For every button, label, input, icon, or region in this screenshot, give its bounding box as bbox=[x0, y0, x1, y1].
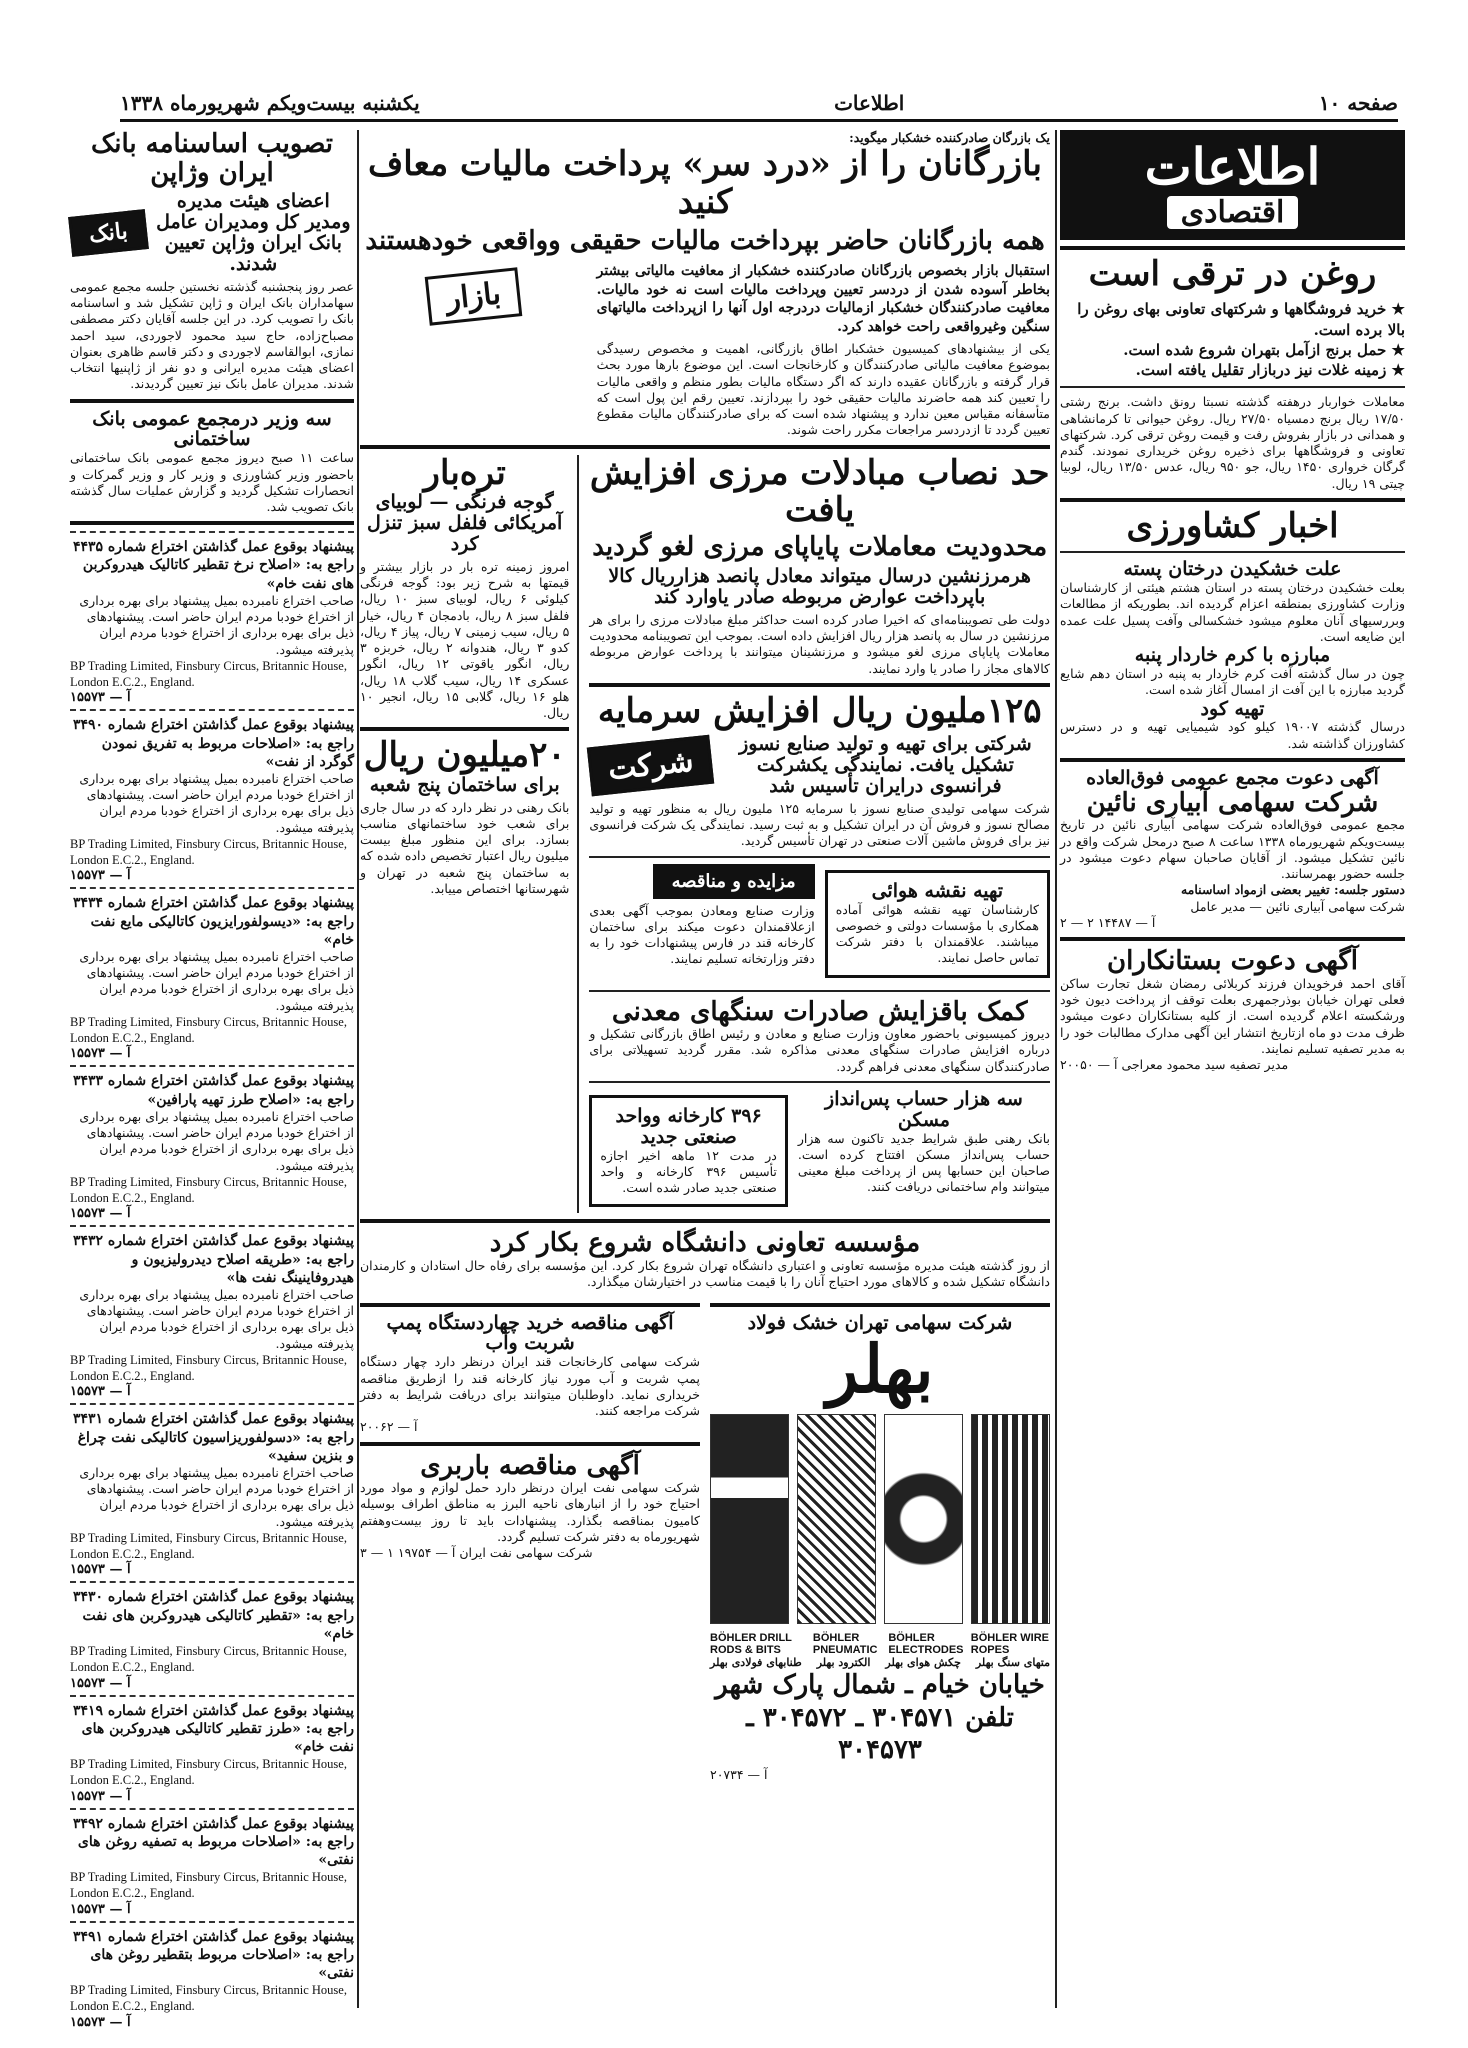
left-column bbox=[70, 129, 354, 2030]
mining-headline: کمک باقزایش صادرات سنگهای معدنی bbox=[611, 996, 1028, 1027]
column-divider bbox=[357, 130, 359, 2008]
pneumatic-image bbox=[884, 1414, 963, 1624]
patent-code: آ — ۱۵۵۷۳ bbox=[70, 1675, 131, 1691]
freight-ad-signature: شرکت سهامی نفت ایران bbox=[459, 1545, 593, 1561]
agri-body-pistachio: بعلت خشکیدن درختان پسته در استان هشتم هیئتی از کارشناسان وزارت کشاورزی بمنطقه اعزام گردیده اند. بطوریکه از مطالعات وبررسیهای آنان معلوم میشود خشکسالی وآفت پسیل علت عمده این ضایعه است. bbox=[1060, 580, 1405, 644]
patent-company: BP Trading Limited, Finsbury Circus, Britannic House, London E.C.2., England. bbox=[70, 1870, 347, 1901]
patent-title: پیشنهاد بوقوع عمل گذاشتن اختراع شماره ۳۴۹۱ راجع به: «اصلاحات مربوط بتقطیر روغن های نفتی» bbox=[72, 1928, 354, 1982]
bank-20m-subheadline: برای ساختمان پنج شعبه bbox=[369, 773, 560, 796]
bohler-product-images bbox=[710, 1414, 1050, 1624]
patent-company: BP Trading Limited, Finsbury Circus, Britannic House, London E.C.2., England. bbox=[70, 1644, 347, 1675]
bohler-brand-fa: طنابهای فولادی بهلر bbox=[710, 1656, 802, 1669]
produce-body: امروز زمینه تره بار در بازار بیشتر و قیمتها به شرح زیر بود: گوجه فرنگی کیلوئی ۶ ریال، لوبیای سبز ۱۰ ریال، فلفل سبز ۸ ریال، بادمجان ۴ ریال، خیار ۵ ریال، سیب زمینی ۷ ریال، پیاز ۴ ریال، کدو ۳ ریال، هندوانه ۲ ریال، خربزه ۳ ریال، انگور یاقوتی ۱۲ ریال، انگور عسکری ۱۴ ریال، سیب گلاب ۱۸ ریال، هلو ۱۶ ریال، گلابی ۱۵ ریال، انجیر ۱۰ ریال. bbox=[360, 558, 570, 720]
patent-text: صاحب اختراع نامبرده بمیل پیشنهاد برای بهره برداری از اختراع خودبا مردم ایران حاضر است. پیشنهادهای ذیل برای بهره برداری از اختراع خودبا مردم ایران پذیرفته میشود. bbox=[79, 770, 354, 835]
masthead-logo bbox=[1060, 130, 1405, 240]
patent-title: پیشنهاد بوقوع عمل گذاشتن اختراع شماره ۳۴۳۲ راجع به: «طریقه اصلاح دیدرولیزیون و هیدروفاینینگ نفت ها» bbox=[72, 1233, 354, 1286]
wire-ropes-image bbox=[710, 1414, 789, 1624]
patent-code: آ — ۱۵۵۷۳ bbox=[70, 1562, 131, 1578]
pump-ad-code: آ — ۲۰۰۶۲ bbox=[360, 1419, 418, 1435]
aerial-map-ad-title: تهیه نقشه هوائی bbox=[871, 879, 1004, 902]
border-trade-deck: هرمرزنشین درسال میتواند معادل پانصد هزارریال کالا باپرداخت عوارض مربوطه صادر یاوارد کند bbox=[608, 565, 1031, 608]
savings-body: بانک رهنی طبق شرایط جدید تاکنون سه هزار حساب پس‌انداز مسکن افتتاح کرده است. صاحبان این حسابها پس از پرداخت مبلغ معینی میتوانند وام ساختمانی دریافت کنند. bbox=[797, 1130, 1050, 1195]
freight-ad-title: آگهی مناقصه باربری bbox=[420, 1450, 640, 1481]
bank-logo: بانک bbox=[68, 209, 148, 257]
capital-headline: ۱۲۵ملیون ریال افزایش سرمایه bbox=[597, 690, 1042, 731]
border-trade-headline: حد نصاب مبادلات مرزی افزایش یافت bbox=[589, 452, 1050, 531]
patent-company: BP Trading Limited, Finsbury Circus, Britannic House, London E.C.2., England. bbox=[70, 1983, 347, 2014]
patent-text: صاحب اختراع نامبرده بمیل پیشنهاد برای بهره برداری از اختراع خودبا مردم ایران حاضر است. پیشنهادهای ذیل برای بهره برداری از اختراع خودبا مردم ایران پذیرفته میشود. bbox=[79, 1286, 354, 1351]
patent-code: آ — ۱۵۵۷۳ bbox=[70, 1384, 131, 1400]
agri-body-fertilizer: درسال گذشته ۱۹۰۰۷ کیلو کود شیمیایی تهیه و در دسترس کشاورزان گذاشته شد. bbox=[1060, 719, 1405, 751]
bohler-brand: BÖHLER WIRE ROPES bbox=[970, 1632, 1050, 1656]
mining-body: دیروز کمیسیونی باحضور معاون وزارت صنایع و معادن و رئیس اطاق بازرگانی تشکیل و درباره افزایش صادرات سنگهای معدنی مذاکره شد. مقرر گردید تسهیلاتی برای صادرکنندگان سنگهای معدنی فراهم گردد. bbox=[589, 1026, 1050, 1074]
bohler-brand-fa: الکترود بهلر bbox=[816, 1656, 871, 1669]
patent-notice bbox=[70, 1225, 354, 1403]
patent-company: BP Trading Limited, Finsbury Circus, Britannic House, London E.C.2., England. bbox=[70, 1014, 347, 1046]
lead-block bbox=[360, 262, 1050, 439]
patent-company: BP Trading Limited, Finsbury Circus, Britannic House, London E.C.2., England. bbox=[70, 658, 347, 690]
creditors-ad-code: آ — ۲۰۰۵۰ bbox=[1060, 1057, 1118, 1073]
bohler-ad-company: شرکت سهامی تهران خشک فولاد bbox=[747, 1311, 1013, 1334]
nain-ad-title: شرکت سهامی آبیاری نائین bbox=[1086, 787, 1379, 818]
housing-bank-body: ساعت ۱۱ صبح دیروز مجمع عمومی بانک ساختمانی باحضور وزیر کشاورزی و وزیر کار و وزیر گمرکات و انحصارات تشکیل گردید و گزارش عملیات سال گذشته بانک تصویب شد. bbox=[70, 450, 354, 515]
patent-notice bbox=[70, 1065, 354, 1225]
oil-bullets bbox=[1060, 299, 1405, 380]
university-body: از روز گذشته هیئت مدیره مؤسسه تعاونی و اعتباری دانشگاه تهران شروع بکار کرد. این مؤسسه برای رفاه حال استادان و کارمندان دانشگاه تشکیل شده و کالاهای مورد احتیاج آنان را با قیمت مناسب در اختیارشان میگذارد. bbox=[360, 1258, 1050, 1290]
patent-title: پیشنهاد بوقوع عمل گذاشتن اختراع شماره ۳۴۱۹ راجع به: «طرز تقطیر کاتالیکی هیدروکربن های نفت خام» bbox=[72, 1702, 354, 1755]
lead-subheadline: همه بازرگانان حاضر بپرداخت مالیات حقیقی وواقعی خودهستند bbox=[365, 226, 1045, 257]
patent-code: آ — ۱۵۵۷۳ bbox=[70, 1206, 131, 1222]
aerial-map-ad-body: کارشناسان تهیه نقشه هوائی آماده همکاری با مؤسسات دولتی و خصوصی میباشند. علاقمندان با دفتر شرکت تماس حاصل نمایند. bbox=[835, 901, 1039, 966]
column-divider bbox=[1055, 130, 1057, 2008]
patent-notice bbox=[70, 1921, 354, 2034]
bohler-brand-row bbox=[710, 1632, 1050, 1656]
masthead-subtitle: اقتصادی bbox=[1167, 196, 1299, 229]
bohler-brand: BÖHLER DRILL RODS & BITS bbox=[710, 1632, 792, 1656]
freight-ad-code: آ — ۱۹۷۵۴ ۱ — ۳ bbox=[360, 1545, 456, 1561]
savings-headline: سه هزار حساب پس‌انداز مسکن bbox=[825, 1087, 1023, 1131]
nain-ad-code: آ — ۱۴۴۸۷ ۲ — ۲ bbox=[1060, 914, 1156, 930]
bohler-brand-fa: متهای سنگ بهلر bbox=[975, 1656, 1050, 1669]
patent-notice bbox=[70, 1581, 354, 1694]
patent-text: صاحب اختراع نامبرده بمیل پیشنهاد برای بهره برداری از اختراع خودبا مردم ایران حاضر است. پیشنهادهای ذیل برای بهره برداری از اختراع خودبا مردم ایران پذیرفته میشود. bbox=[79, 1464, 354, 1529]
patent-code: آ — ۱۵۵۷۳ bbox=[70, 1788, 131, 1804]
electrodes-image bbox=[797, 1414, 876, 1624]
agriculture-headline: اخبار کشاورزی bbox=[1126, 505, 1339, 546]
bank-20m-headline: ۲۰میلیون ریال bbox=[363, 735, 566, 776]
patent-title: پیشنهاد بوقوع عمل گذاشتن اختراع شماره ۳۴۹۲ راجع به: «اصلاحات مربوط به تصفیه روغن های نفتی» bbox=[72, 1815, 354, 1868]
agri-sub-pistachio: علت خشکیدن درختان پسته bbox=[1123, 558, 1342, 581]
patent-title: پیشنهاد بوقوع عمل گذاشتن اختراع شماره ۳۴۳۴ راجع به: «دیسولفورایزیون کاتالیکی مایع نفت خام» bbox=[72, 895, 354, 948]
agri-body-cotton: چون در سال گذشته آفت کرم خاردار به پنبه در استان دهم شایع گردید مبارزه با این آفت از امسال آغاز شده است. bbox=[1060, 666, 1405, 698]
nain-ad-agenda: دستور جلسه: تغییر بعضی ازمواد اساسنامه bbox=[1180, 882, 1405, 898]
patent-notice bbox=[70, 709, 354, 887]
factories-body: در مدت ۱۲ ماهه اخیر اجازه تأسیس ۳۹۶ کارخانه و واحد صنعتی جدید صادر شده است. bbox=[600, 1147, 777, 1196]
header-page-number: صفحه ۱۰ bbox=[1318, 91, 1398, 115]
patent-code: آ — ۱۵۵۷۳ bbox=[70, 1901, 131, 1917]
nain-ad-sign: شرکت سهامی آبیاری نائین — مدیر عامل bbox=[1190, 898, 1405, 914]
patent-title: پیشنهاد بوقوع عمل گذاشتن اختراع شماره ۴۴۳۵ راجع به: «اصلاح نرخ تقطیر کاتالیک هیدروکربن های نفت خام» bbox=[72, 539, 354, 592]
produce-subheadline: گوجه فرنگی — لوبیای آمریکائی فلفل سبز تنزل کرد bbox=[367, 491, 563, 555]
agri-sub-cotton: مبارزه با کرم خاردار پنبه bbox=[1134, 644, 1331, 667]
patent-text: صاحب اختراع نامبرده بمیل پیشنهاد برای بهره برداری از اختراع خودبا مردم ایران حاضر است. پیشنهادهای ذیل برای بهره برداری از اختراع خودبا مردم ایران پذیرفته میشود. bbox=[79, 592, 354, 657]
lead-body: یکی از بیشنهادهای کمیسیون خشکبار اطاق بازرگانی، اهمیت و مخصوص رسیدگی بموضوع معافیت مالیاتی صادرکنندگان و کارخانجات است. این موضوع بارها مورد بحث قرار گرفته و بازرگانان عقیده دارند که اگر دستگاه مالیات بطور منظم و واقعی مالیات را تعیین کند همه حاضرند مالیات حقیقی خود را بپردازند. تعیین رقم این پول است که متأسفانه مقیاس معین ندارد و پیشنهاد شده است که برای صادرکنندگان مالیات مقطوع تعیین گردد تا ازدردسر مراجعات مکرر راحت شوند. bbox=[596, 341, 1050, 438]
freight-ad-body: شرکت سهامی نفت ایران درنظر دارد حمل لوازم و مواد مورد احتیاج خود را از انبارهای ناحیه البرز به مناطق اطراف بوسیله کامیون بمناقصه بگذارد. پیشنهادات باید تا روز بیست‌وهفتم شهریورماه به دفتر شرکت تسلیم گردد. bbox=[360, 1480, 700, 1544]
nain-ad-body: مجمع عمومی فوق‌العاده شرکت سهامی آبیاری نائین در تاریخ بیست‌ویکم شهریورماه ۱۳۳۸ ساعت ۸ صبح درمحل شرکت واقع در نائین تشکیل میشود. از آقایان صاحبان سهام دعوت میشود در جلسه حضور بهمرسانند. bbox=[1060, 817, 1405, 882]
creditors-ad-title: آگهی دعوت بستانکاران bbox=[1107, 946, 1358, 977]
freight-ad-sign bbox=[360, 1545, 700, 1561]
patent-company: BP Trading Limited, Finsbury Circus, Britannic House, London E.C.2., England. bbox=[70, 1352, 347, 1384]
capital-body: شرکت سهامی تولیدی صنایع نسوز با سرمایه ۱۲۵ ملیون ریال به منظور تهیه و تولید مصالح نسوز و فروش آن در ایران تشکیل و به ثبت رسید. نمایندگی یک شرکت فرانسوی نیز برای فروش ماشین آلات صنعتی در تهران تأسیس گردید. bbox=[589, 800, 1050, 849]
patent-notice bbox=[70, 1403, 354, 1581]
patent-title: پیشنهاد بوقوع عمل گذاشتن اختراع شماره ۳۴۹۰ راجع به: «اصلاحات مربوط به تفریق نمودن گوگرد از نفت» bbox=[72, 717, 354, 770]
bohler-logo: بهلر bbox=[826, 1330, 934, 1409]
creditors-ad-sign bbox=[1060, 1057, 1405, 1073]
header-paper-name: اطلاعات bbox=[834, 91, 905, 115]
patent-title: پیشنهاد بوقوع عمل گذاشتن اختراع شماره ۳۴۳۳ راجع به: «اصلاح طرز تهیه پارافین» bbox=[72, 1073, 354, 1108]
patent-company: BP Trading Limited, Finsbury Circus, Britannic House, London E.C.2., England. bbox=[70, 1530, 347, 1562]
bazaar-logo: بازار bbox=[425, 267, 522, 325]
creditors-ad-signature: مدیر تصفیه سید محمود معراجی bbox=[1121, 1057, 1289, 1073]
patent-code: آ — ۱۵۵۷۳ bbox=[70, 690, 131, 706]
middle-lower bbox=[360, 452, 1050, 1214]
bank-iran-japan-body: عصر روز پنجشنبه گذشته نخستین جلسه مجمع عمومی سهامداران بانک ایران و ژاپن تشکیل شد و اساسنامه بانک را تصویب کرد. در این جلسه آقایان دکتر مصطفی مصباح‌زاده، حاج سید محمود لاجوردی، سید احمد نمازی، ابوالقاسم لاجوردی و دکتر قاسم ظاهری بعنوان اعضای هیئت مدیره ایرانی و دو نفر از ژاپنیها انتخاب شدند. مدیران عامل بانک نیز تعیین گردیدند. bbox=[70, 278, 354, 392]
patent-notice bbox=[70, 1808, 354, 1921]
patent-text: صاحب اختراع نامبرده بمیل پیشنهاد برای بهره برداری از اختراع خودبا مردم ایران حاضر است. پیشنهادهای ذیل برای بهره برداری از اختراع خودبا مردم ایران پذیرفته میشود. bbox=[79, 948, 354, 1013]
lead-kicker: یک بازرگان صادرکننده خشکبار میگوید: bbox=[849, 130, 1050, 145]
bohler-code: آ — ۲۰۷۳۴ bbox=[710, 1766, 768, 1782]
bank-20m-body: بانک رهنی در نظر دارد که در سال جاری برای شعب خود ساختمانهای مناسب بسازد. برای این منظور مبلغ بیست میلیون ریال اعتبار تخصیص داده شده که به ساختمان پنج شعبه در تهران و شهرستانها اختصاص مییابد. bbox=[360, 799, 570, 896]
bohler-phone: تلفن ۳۰۴۵۷۱ ـ ۳۰۴۵۷۲ ـ ۳۰۴۵۷۳ bbox=[746, 1702, 1014, 1765]
masthead-title: اطلاعات bbox=[1144, 136, 1321, 196]
patent-code: آ — ۱۵۵۷۳ bbox=[70, 2014, 131, 2030]
oil-bullet: ★ خرید فروشگاهها و شرکتهای تعاونی بهای روغن را بالا برده است. bbox=[1060, 299, 1405, 340]
bohler-brand-fa: چکش هوای بهلر bbox=[885, 1656, 961, 1669]
oil-bullet: ★ زمینه غلات نیز دربازار تقلیل یافته است. bbox=[1060, 360, 1405, 380]
university-headline: مؤسسه تعاونی دانشگاه شروع بکار کرد bbox=[489, 1228, 921, 1259]
border-trade-subheadline: محدودیت معاملات پایاپای مرزی لغو گردید bbox=[592, 532, 1048, 563]
nain-ad-kicker: آگهی دعوت مجمع عمومی فوق‌العاده bbox=[1086, 766, 1379, 789]
right-column bbox=[1060, 130, 1405, 2008]
patent-company: BP Trading Limited, Finsbury Circus, Britannic House, London E.C.2., England. bbox=[70, 1757, 347, 1788]
lead-headline: بازرگانان را از «درد سر» پرداخت مالیات معاف کنید bbox=[367, 144, 1043, 222]
bank-iran-japan-subheadline: اعضای هیئت مدیره ومدیر کل ومدیران عامل بانک ایران وژاپن تعیین شدند. bbox=[156, 190, 351, 275]
lead-deck: استقبال بازار بخصوص بازرگانان صادرکننده خشکبار از معافیت مالیاتی بیشتر بخاطر آسوده شدن از دردسر تعیین وپرداخت مالیات است نه خود مالیات. معافیت صادرکنندگان خشکبار ازمالیات دردرجه اول آنها را ازپرداخت مالیاتهای سنگین وغیرواقعی راحت خواهد کرد. bbox=[596, 262, 1050, 336]
page-header bbox=[120, 88, 1398, 122]
patent-company: BP Trading Limited, Finsbury Circus, Britannic House, London E.C.2., England. bbox=[70, 1174, 347, 1206]
drill-bits-image bbox=[971, 1414, 1050, 1624]
agri-sub-fertilizer: تهیه کود bbox=[1200, 697, 1265, 720]
capital-deck: شرکتی برای تهیه و تولید صنایع نسوز تشکیل یافت. نمایندگی یکشرکت فرانسوی درایران تأسیس شد bbox=[739, 733, 1032, 798]
patent-notice bbox=[70, 887, 354, 1065]
pump-ad-body: شرکت سهامی کارخانجات قند ایران درنظر دارد چهار دستگاه پمپ شربت و آب مورد نیاز کارخانه قند را ازطریق مناقصه خریداری نماید. داوطلبان میتوانند برای دریافت شرایط به دفتر شرکت مراجعه کنند. bbox=[360, 1354, 700, 1419]
housing-bank-headline: سه وزیر درمجمع عمومی بانک ساختمانی bbox=[92, 407, 332, 451]
auction-body: وزارت صنایع ومعادن بموجب آگهی بعدی ازعلاقمندان دعوت میکند برای ساختمان کارخانه قند در فارس پیشنهادات خود را به دفتر وزارتخانه تسلیم نمایند. bbox=[589, 902, 815, 967]
bank-iran-japan-headline: تصویب اساسنامه بانک ایران وژاپن bbox=[90, 129, 334, 188]
oil-article-body: معاملات خواربار درهفته گذشته نسبتا رونق داشت. برنج رشتی ۱۷/۵۰ ریال برنج دمسیاه ۲۷/۵۰ ریال. روغن حیوانی تا کرمانشاهی و همدانی در بازار بفروش رفت و قیمت روغن ترقی کرد. شرکتهای تعاونی و فروشگاهها برای ذخیره روغن خریداری نمودند. گندم گرگان خرواری ۱۴۵۰ ریال، جو ۹۵۰ ریال، عدس ۱۳/۵۰ ریال، لوبیا چیتی ۱۹ ریال. bbox=[1060, 394, 1406, 491]
patent-notice bbox=[70, 1695, 354, 1808]
patent-notice bbox=[70, 531, 354, 709]
patent-title: پیشنهاد بوقوع عمل گذاشتن اختراع شماره ۳۴۳۰ راجع به: «تقطیر کاتالیکی هیدروکربن های نفت خام» bbox=[72, 1589, 354, 1642]
patent-company: BP Trading Limited, Finsbury Circus, Britannic House, London E.C.2., England. bbox=[70, 836, 347, 868]
bohler-address: خیابان خیام ـ شمال پارک شهر bbox=[715, 1670, 1045, 1700]
patent-title: پیشنهاد بوقوع عمل گذاشتن اختراع شماره ۳۴۳۱ راجع به: «دسولفوریزاسیون کاتالیکی نفت چراغ و بنزین سفید» bbox=[72, 1411, 354, 1464]
factories-headline: ۳۹۶ کارخانه وواحد صنعتی جدید bbox=[615, 1104, 762, 1148]
bohler-brand-row-fa bbox=[710, 1656, 1050, 1669]
company-logo: شرکت bbox=[587, 735, 715, 797]
creditors-ad-body: آقای احمد فرخویدان فرزند کربلائی رمضان شغل تجارت ساکن فعلی تهران خیابان بوذرجمهری بعلت توقف از پرداخت دیون خود ورشکسته اعلام گردیده است. از کلیه بستانکاران دعوت میشود ظرف مدت دو ماه ازتاریخ انتشار این آگهی مدارک مطالبات خود را به مدیر تصفیه تسلیم نمایند. bbox=[1060, 975, 1405, 1056]
patent-text: صاحب اختراع نامبرده بمیل پیشنهاد برای بهره برداری از اختراع خودبا مردم ایران حاضر است. پیشنهادهای ذیل برای بهره برداری از اختراع خودبا مردم ایران پذیرفته میشود. bbox=[79, 1108, 354, 1173]
auction-logo: مزایده و مناقصه bbox=[653, 864, 815, 899]
oil-headline: روغن در ترقی است bbox=[1088, 254, 1377, 294]
patent-code: آ — ۱۵۵۷۳ bbox=[70, 1046, 131, 1062]
pump-ad-title: آگهی مناقصه خرید چهاردستگاه پمپ شربت وآب bbox=[386, 1311, 674, 1355]
header-date: یکشنبه بیست‌ویکم شهریورماه ۱۳۳۸ bbox=[120, 91, 420, 115]
patent-code: آ — ۱۵۵۷۳ bbox=[70, 868, 131, 884]
bohler-brand: BÖHLER PNEUMATIC bbox=[812, 1632, 878, 1656]
oil-bullet: ★ حمل برنج ازآمل بتهران شروع شده است. bbox=[1060, 340, 1405, 360]
border-trade-body: دولت طی تصویبنامه‌ای که اخیرا صادر کرده است حداکثر مبلغ مبادلات مرزی را برای هر مرزنشین در سال به پانصد هزار ریال افزایش داده است. بموجب این تصویبنامه محدودیت معاملات پایاپای مرزی لغو میشود و مرزنشینان میتوانند با پرداخت عوارض مربوطه کالاهای مجاز را صادر یا وارد نمایند. bbox=[589, 611, 1050, 676]
bohler-brand: BÖHLER ELECTRODES bbox=[888, 1632, 964, 1656]
patent-notices bbox=[70, 531, 354, 2033]
produce-headline: تره‌بار bbox=[423, 452, 506, 493]
middle-column bbox=[360, 130, 1050, 2008]
